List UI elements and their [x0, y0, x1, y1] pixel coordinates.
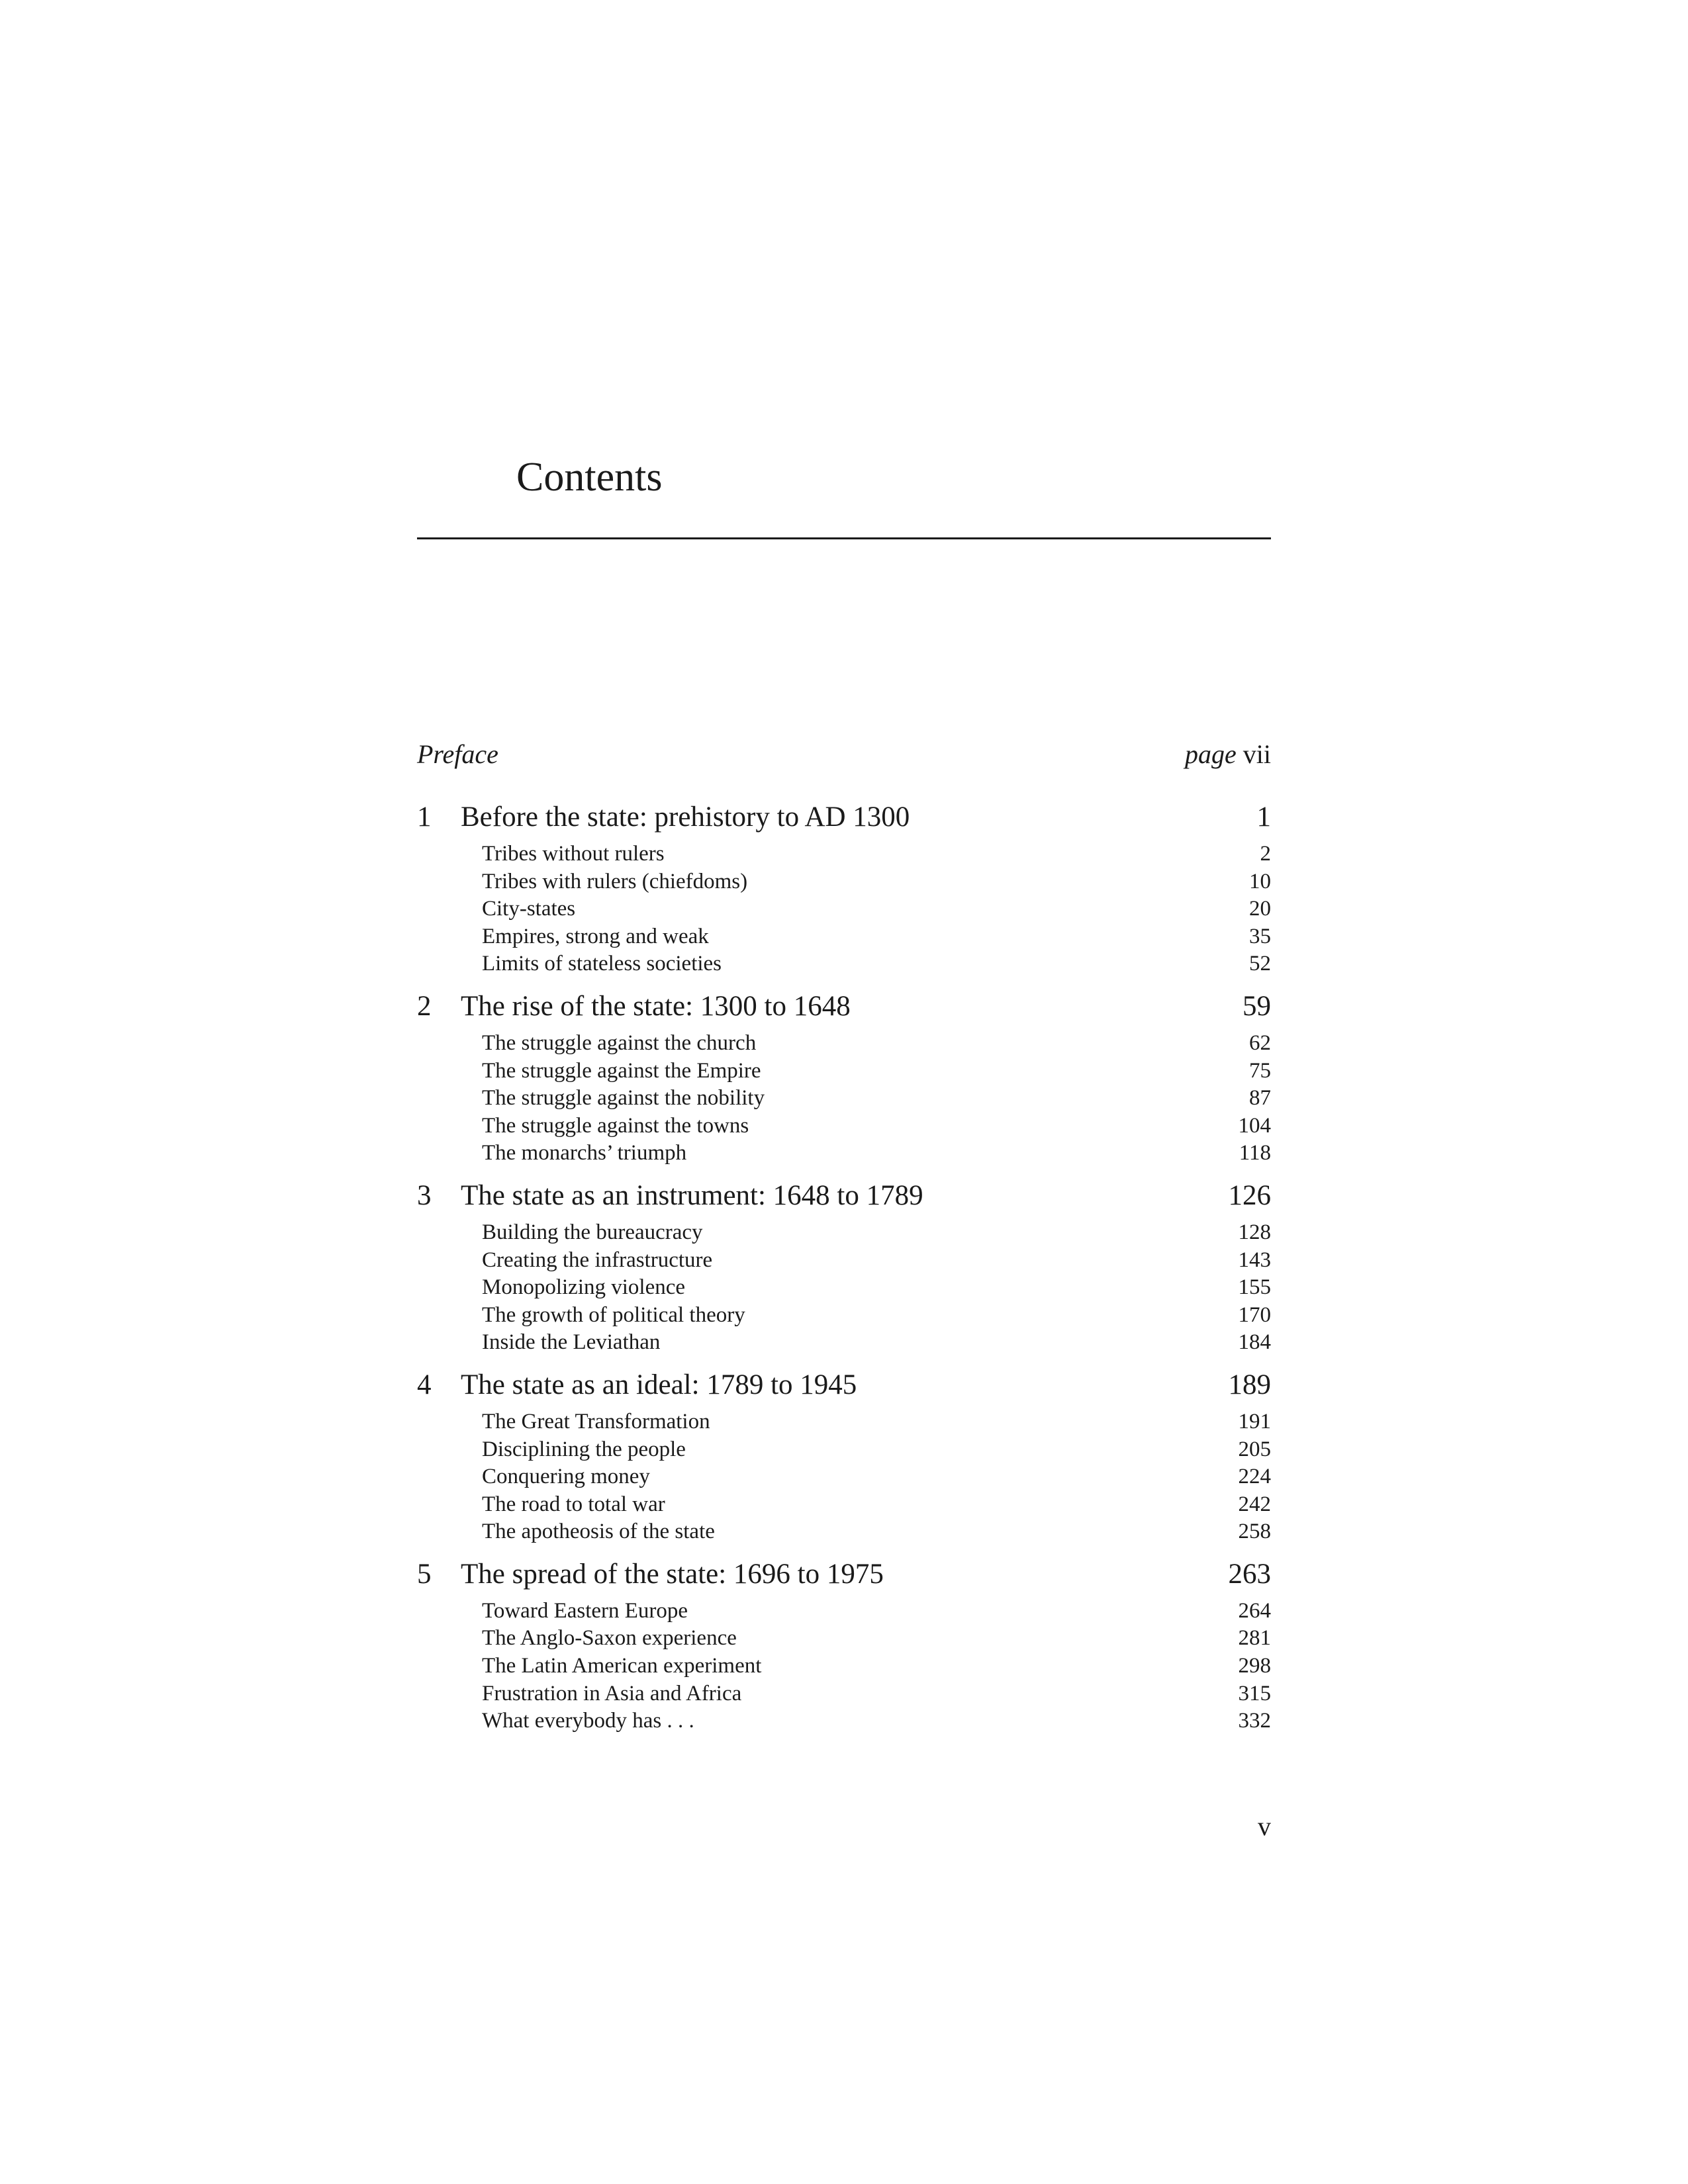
- section-title: Building the bureaucracy: [482, 1220, 703, 1244]
- chapter-3: [417, 1173, 1271, 1357]
- section-title: Creating the infrastructure: [482, 1248, 713, 1272]
- section-title: The Anglo-Saxon experience: [482, 1626, 737, 1651]
- toc-entry-section[interactable]: [417, 841, 1271, 868]
- toc-entry-section[interactable]: [417, 1491, 1271, 1519]
- toc-entry-section[interactable]: [417, 1518, 1271, 1546]
- toc-entry-chapter[interactable]: [417, 1551, 1271, 1598]
- section-page: 10: [1249, 869, 1271, 893]
- section-title: The road to total war: [482, 1492, 665, 1516]
- toc-entry-chapter[interactable]: [417, 1173, 1271, 1219]
- section-page: 104: [1238, 1113, 1271, 1138]
- chapter-number: 2: [417, 990, 432, 1022]
- section-page: 315: [1238, 1681, 1271, 1706]
- section-title: City-states: [482, 897, 576, 921]
- section-page: 264: [1238, 1598, 1271, 1623]
- preface-page: vii: [1243, 739, 1271, 769]
- chapter-page: 263: [1228, 1558, 1271, 1590]
- chapter-page: 189: [1228, 1369, 1271, 1400]
- section-title: The struggle against the nobility: [482, 1086, 765, 1111]
- toc-entry-section[interactable]: [417, 1274, 1271, 1302]
- section-page: 184: [1238, 1330, 1271, 1355]
- section-title: The struggle against the Empire: [482, 1058, 761, 1083]
- section-page: 75: [1249, 1058, 1271, 1083]
- section-title: What everybody has . . .: [482, 1709, 694, 1733]
- section-page: 128: [1238, 1220, 1271, 1244]
- chapter-number: 3: [417, 1179, 432, 1211]
- chapter-page: 126: [1228, 1179, 1271, 1211]
- chapter-page: 59: [1243, 990, 1271, 1022]
- chapter-list: [417, 794, 1271, 1735]
- toc-entry-section[interactable]: [417, 895, 1271, 923]
- toc-entry-section[interactable]: [417, 1680, 1271, 1708]
- section-title: The monarchs’ triumph: [482, 1141, 687, 1165]
- chapter-2: [417, 983, 1271, 1167]
- toc-entry-section[interactable]: [417, 1113, 1271, 1140]
- section-page: 35: [1249, 924, 1271, 948]
- section-page: 332: [1238, 1709, 1271, 1733]
- page-number: v: [1258, 1811, 1271, 1841]
- section-page: 52: [1249, 952, 1271, 976]
- toc-entry-section[interactable]: [417, 1302, 1271, 1330]
- toc-entry-section[interactable]: [417, 1329, 1271, 1357]
- section-title: Limits of stateless societies: [482, 952, 722, 976]
- toc-entry-section[interactable]: [417, 1030, 1271, 1058]
- chapter-title: The state as an instrument: 1648 to 1789: [461, 1179, 923, 1211]
- section-title: The apotheosis of the state: [482, 1520, 715, 1544]
- section-page: 258: [1238, 1520, 1271, 1544]
- section-title: Frustration in Asia and Africa: [482, 1681, 742, 1706]
- section-title: Empires, strong and weak: [482, 924, 709, 948]
- toc-entry-section[interactable]: [417, 923, 1271, 951]
- chapter-title: The spread of the state: 1696 to 1975: [461, 1558, 884, 1590]
- toc-entry-section[interactable]: [417, 1247, 1271, 1275]
- chapter-number: 4: [417, 1369, 432, 1400]
- section-page: 170: [1238, 1302, 1271, 1327]
- section-title: The struggle against the church: [482, 1030, 757, 1055]
- toc-entry-section[interactable]: [417, 1058, 1271, 1085]
- page-title: Contents: [516, 455, 663, 500]
- section-page: 205: [1238, 1437, 1271, 1461]
- section-page: 298: [1238, 1654, 1271, 1678]
- toc-entry-section[interactable]: [417, 1408, 1271, 1436]
- chapter-5: [417, 1551, 1271, 1735]
- section-page: 143: [1238, 1248, 1271, 1272]
- toc-entry-section[interactable]: [417, 1140, 1271, 1167]
- section-page: 62: [1249, 1030, 1271, 1055]
- toc-entry-section[interactable]: [417, 1463, 1271, 1491]
- chapter-1: [417, 794, 1271, 978]
- section-page: 118: [1239, 1141, 1271, 1165]
- section-title: The Great Transformation: [482, 1409, 710, 1433]
- toc-entry-chapter[interactable]: [417, 1362, 1271, 1408]
- section-title: The growth of political theory: [482, 1302, 745, 1327]
- title-rule: [417, 537, 1271, 539]
- section-title: Conquering money: [482, 1465, 650, 1489]
- section-page: 224: [1238, 1465, 1271, 1489]
- chapter-4: [417, 1362, 1271, 1546]
- section-title: Disciplining the people: [482, 1437, 686, 1461]
- section-page: 87: [1249, 1086, 1271, 1111]
- section-page: 2: [1260, 842, 1271, 866]
- toc-entry-preface[interactable]: [417, 733, 1271, 776]
- section-title: Tribes with rulers (chiefdoms): [482, 869, 748, 893]
- chapter-number: 1: [417, 801, 432, 833]
- section-title: Monopolizing violence: [482, 1275, 686, 1300]
- section-page: 20: [1249, 897, 1271, 921]
- preface-label: Preface: [417, 739, 498, 769]
- toc-entry-section[interactable]: [417, 1436, 1271, 1464]
- chapter-page: 1: [1256, 801, 1271, 833]
- section-title: Tribes without rulers: [482, 842, 665, 866]
- section-title: Toward Eastern Europe: [482, 1598, 688, 1623]
- section-page: 155: [1238, 1275, 1271, 1300]
- toc-entry-section[interactable]: [417, 1219, 1271, 1247]
- toc-entry-section[interactable]: [417, 950, 1271, 978]
- toc-entry-section[interactable]: [417, 1085, 1271, 1113]
- chapter-title: The rise of the state: 1300 to 1648: [461, 990, 851, 1022]
- toc-entry-chapter[interactable]: [417, 794, 1271, 841]
- toc-entry-section[interactable]: [417, 1598, 1271, 1625]
- chapter-title: Before the state: prehistory to AD 1300: [461, 801, 910, 833]
- section-page: 242: [1238, 1492, 1271, 1516]
- toc-entry-chapter[interactable]: [417, 983, 1271, 1030]
- toc-entry-section[interactable]: [417, 1625, 1271, 1653]
- page-word: page: [1185, 739, 1237, 769]
- chapter-title: The state as an ideal: 1789 to 1945: [461, 1369, 857, 1400]
- section-page: 191: [1238, 1409, 1271, 1433]
- chapter-number: 5: [417, 1558, 432, 1590]
- toc-entry-section[interactable]: [417, 868, 1271, 896]
- preface-page-ref: [1185, 733, 1271, 776]
- section-page: 281: [1238, 1626, 1271, 1651]
- section-title: Inside the Leviathan: [482, 1330, 661, 1355]
- section-title: The Latin American experiment: [482, 1654, 762, 1678]
- toc-entry-section[interactable]: [417, 1653, 1271, 1680]
- section-title: The struggle against the towns: [482, 1113, 749, 1138]
- table-of-contents: [417, 733, 1271, 1735]
- toc-entry-section[interactable]: [417, 1707, 1271, 1735]
